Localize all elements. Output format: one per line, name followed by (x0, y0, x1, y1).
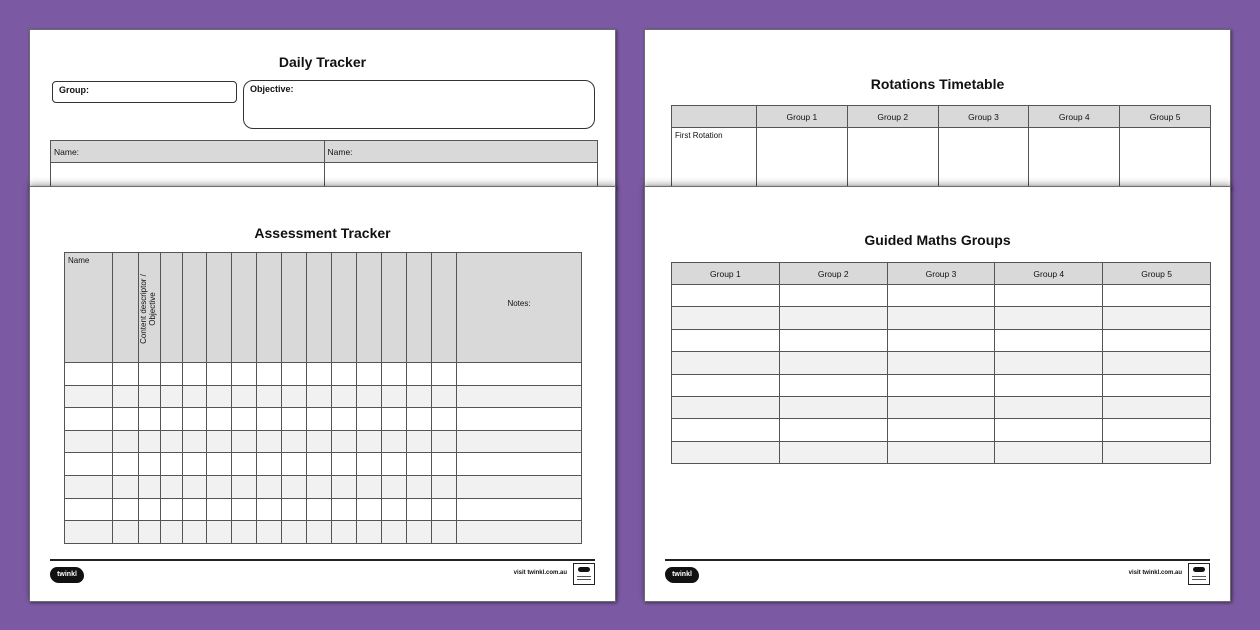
table-row (65, 498, 582, 521)
notes-header: Notes: (457, 253, 582, 363)
table-cell[interactable] (257, 453, 282, 476)
table-cell[interactable] (407, 475, 432, 498)
table-cell[interactable] (382, 430, 407, 453)
table-cell[interactable] (207, 498, 232, 521)
table-cell[interactable] (139, 475, 161, 498)
table-cell[interactable] (113, 498, 139, 521)
table-cell[interactable] (457, 498, 582, 521)
daily-tracker-page (29, 29, 616, 189)
table-cell[interactable] (257, 363, 282, 386)
table-cell[interactable] (357, 363, 382, 386)
table-cell[interactable] (232, 363, 257, 386)
guided-rows (672, 285, 1211, 464)
table-cell[interactable] (113, 475, 139, 498)
table-cell[interactable] (407, 453, 432, 476)
objective-field[interactable] (243, 80, 595, 129)
rotations-header-group-4: Group 4 (1029, 106, 1120, 128)
table-cell[interactable] (65, 363, 113, 386)
assessment-title: Assessment Tracker (254, 225, 391, 241)
assessment-col-header (407, 253, 432, 363)
table-cell[interactable] (139, 408, 161, 431)
table-cell[interactable] (257, 498, 282, 521)
table-cell[interactable] (307, 385, 332, 408)
table-cell[interactable] (357, 475, 382, 498)
table-cell[interactable] (207, 430, 232, 453)
guided-header-group-1: Group 1 (672, 263, 780, 285)
table-cell[interactable] (282, 475, 307, 498)
rotations-header-group-1: Group 1 (757, 106, 848, 128)
guided-maths-page (644, 186, 1231, 602)
table-cell[interactable] (282, 408, 307, 431)
table-row (672, 307, 1211, 329)
group-label: Group: (59, 85, 89, 95)
table-cell[interactable] (995, 329, 1103, 351)
table-cell[interactable] (1103, 307, 1211, 329)
table-cell[interactable] (382, 475, 407, 498)
table-cell[interactable] (432, 408, 457, 431)
visit-link[interactable]: visit twinkl.com.au (1128, 570, 1182, 576)
table-cell[interactable] (307, 475, 332, 498)
table-cell[interactable] (257, 475, 282, 498)
table-cell[interactable] (307, 498, 332, 521)
table-cell[interactable] (307, 363, 332, 386)
footer (665, 559, 1210, 591)
assessment-table (64, 252, 582, 544)
name-header-2: Name: (324, 141, 598, 163)
rotations-page (644, 29, 1231, 189)
table-cell[interactable] (432, 475, 457, 498)
guided-title: Guided Maths Groups (864, 232, 1011, 248)
table-cell[interactable] (357, 385, 382, 408)
table-cell[interactable] (183, 363, 207, 386)
table-row (65, 521, 582, 544)
table-cell[interactable] (995, 352, 1103, 374)
table-cell[interactable] (432, 521, 457, 544)
table-cell[interactable] (332, 385, 357, 408)
first-rotation-label: First Rotation (672, 128, 757, 190)
table-cell[interactable] (183, 498, 207, 521)
table-cell[interactable] (232, 475, 257, 498)
table-cell[interactable] (672, 441, 780, 463)
table-cell[interactable] (357, 521, 382, 544)
rotations-title: Rotations Timetable (870, 76, 1005, 92)
table-cell[interactable] (887, 285, 995, 307)
table-cell[interactable] (887, 441, 995, 463)
table-cell[interactable] (995, 396, 1103, 418)
table-cell[interactable] (139, 498, 161, 521)
table-cell[interactable] (382, 385, 407, 408)
table-cell[interactable] (357, 498, 382, 521)
table-row (672, 285, 1211, 307)
table-cell[interactable] (257, 408, 282, 431)
assessment-col-header (357, 253, 382, 363)
table-cell[interactable] (113, 385, 139, 408)
assessment-col-header (232, 253, 257, 363)
table-row (65, 430, 582, 453)
rotations-table (671, 105, 1211, 189)
table-row (65, 408, 582, 431)
table-cell[interactable] (672, 396, 780, 418)
table-cell[interactable] (995, 307, 1103, 329)
table-cell[interactable] (282, 363, 307, 386)
table-cell[interactable] (332, 453, 357, 476)
table-cell[interactable] (282, 430, 307, 453)
visit-link[interactable]: visit twinkl.com.au (513, 570, 567, 576)
table-cell[interactable] (207, 521, 232, 544)
guided-header-group-5: Group 5 (1103, 263, 1211, 285)
table-row (65, 363, 582, 386)
table-cell[interactable] (139, 363, 161, 386)
table-cell[interactable] (382, 408, 407, 431)
table-cell[interactable] (887, 374, 995, 396)
table-cell[interactable] (457, 430, 582, 453)
table-cell[interactable] (672, 307, 780, 329)
table-cell[interactable] (65, 475, 113, 498)
rotations-corner-cell (672, 106, 757, 128)
table-cell[interactable] (65, 385, 113, 408)
table-cell[interactable] (161, 453, 183, 476)
table-cell[interactable] (779, 374, 887, 396)
table-cell[interactable] (65, 521, 113, 544)
table-cell[interactable] (113, 453, 139, 476)
table-cell[interactable] (1103, 441, 1211, 463)
table-cell[interactable] (887, 329, 995, 351)
table-cell[interactable] (257, 385, 282, 408)
table-cell[interactable] (207, 385, 232, 408)
table-cell[interactable] (1103, 329, 1211, 351)
table-cell[interactable] (232, 430, 257, 453)
table-cell[interactable] (1103, 285, 1211, 307)
table-cell[interactable] (183, 385, 207, 408)
table-cell[interactable] (207, 475, 232, 498)
table-cell[interactable] (995, 441, 1103, 463)
table-cell[interactable] (113, 521, 139, 544)
assessment-col-header (382, 253, 407, 363)
twinkl-logo: twinkl (665, 567, 699, 583)
assessment-col-header (257, 253, 282, 363)
table-cell[interactable] (232, 385, 257, 408)
table-cell[interactable] (779, 352, 887, 374)
table-cell[interactable] (65, 498, 113, 521)
table-cell[interactable] (672, 352, 780, 374)
table-cell[interactable] (1103, 419, 1211, 441)
table-cell[interactable] (457, 385, 582, 408)
quality-badge-icon (1188, 563, 1210, 585)
table-cell[interactable] (232, 498, 257, 521)
twinkl-logo: twinkl (50, 567, 84, 583)
table-cell[interactable] (161, 363, 183, 386)
table-cell[interactable] (183, 453, 207, 476)
table-cell[interactable] (779, 396, 887, 418)
assessment-col-header (161, 253, 183, 363)
table-cell[interactable] (139, 430, 161, 453)
table-cell[interactable] (457, 453, 582, 476)
table-cell[interactable] (1103, 352, 1211, 374)
assessment-col-header (183, 253, 207, 363)
group-field[interactable] (52, 81, 237, 103)
table-cell[interactable] (232, 521, 257, 544)
table-cell[interactable] (357, 453, 382, 476)
table-cell[interactable] (161, 385, 183, 408)
table-cell[interactable] (432, 430, 457, 453)
table-cell[interactable] (207, 408, 232, 431)
rotation-cell[interactable] (847, 128, 938, 190)
table-cell[interactable] (113, 408, 139, 431)
table-cell[interactable] (672, 329, 780, 351)
table-cell[interactable] (65, 453, 113, 476)
assessment-col-header (207, 253, 232, 363)
table-row (65, 385, 582, 408)
guided-header-group-4: Group 4 (995, 263, 1103, 285)
table-cell[interactable] (382, 521, 407, 544)
table-cell[interactable] (887, 352, 995, 374)
table-cell[interactable] (332, 498, 357, 521)
table-cell[interactable] (161, 430, 183, 453)
table-cell[interactable] (432, 498, 457, 521)
table-cell[interactable] (332, 408, 357, 431)
assessment-col-header (307, 253, 332, 363)
guided-table (671, 262, 1211, 464)
table-cell[interactable] (779, 329, 887, 351)
table-cell[interactable] (282, 521, 307, 544)
daily-tracker-title: Daily Tracker (278, 54, 367, 70)
table-cell[interactable] (232, 408, 257, 431)
table-cell[interactable] (357, 430, 382, 453)
table-cell[interactable] (161, 408, 183, 431)
table-row (672, 419, 1211, 441)
table-cell[interactable] (257, 430, 282, 453)
rotation-cell[interactable] (938, 128, 1029, 190)
table-cell[interactable] (672, 419, 780, 441)
table-cell[interactable] (407, 498, 432, 521)
assessment-col-header (332, 253, 357, 363)
table-cell[interactable] (995, 374, 1103, 396)
table-cell[interactable] (307, 408, 332, 431)
table-cell[interactable] (457, 408, 582, 431)
footer (50, 559, 595, 591)
table-cell[interactable] (407, 363, 432, 386)
table-cell[interactable] (432, 363, 457, 386)
table-cell[interactable] (282, 385, 307, 408)
guided-header-group-3: Group 3 (887, 263, 995, 285)
table-cell[interactable] (207, 453, 232, 476)
table-cell[interactable] (183, 430, 207, 453)
table-cell[interactable] (282, 498, 307, 521)
table-cell[interactable] (779, 441, 887, 463)
table-cell[interactable] (382, 453, 407, 476)
table-row (672, 441, 1211, 463)
assessment-name-header: Name (65, 253, 113, 363)
table-cell[interactable] (407, 430, 432, 453)
table-row (672, 329, 1211, 351)
table-cell[interactable] (139, 521, 161, 544)
table-cell[interactable] (407, 521, 432, 544)
objective-label: Objective: (250, 84, 294, 94)
table-cell[interactable] (407, 408, 432, 431)
table-cell[interactable] (207, 363, 232, 386)
table-cell[interactable] (307, 430, 332, 453)
table-cell[interactable] (161, 521, 183, 544)
table-cell[interactable] (995, 285, 1103, 307)
rotation-cell[interactable] (757, 128, 848, 190)
content-descriptor-header (113, 253, 157, 363)
table-cell[interactable] (257, 521, 282, 544)
table-cell[interactable] (457, 521, 582, 544)
table-cell[interactable] (779, 285, 887, 307)
table-cell[interactable] (779, 307, 887, 329)
table-cell[interactable] (779, 419, 887, 441)
table-cell[interactable] (672, 285, 780, 307)
rotations-header-group-3: Group 3 (938, 106, 1029, 128)
quality-badge-icon (573, 563, 595, 585)
table-cell[interactable] (332, 363, 357, 386)
table-cell[interactable] (113, 363, 139, 386)
table-cell[interactable] (332, 430, 357, 453)
table-row (672, 374, 1211, 396)
table-cell[interactable] (887, 307, 995, 329)
daily-name-table (50, 140, 598, 189)
table-cell[interactable] (1103, 374, 1211, 396)
table-cell[interactable] (332, 521, 357, 544)
table-cell[interactable] (161, 475, 183, 498)
table-cell[interactable] (332, 475, 357, 498)
table-cell[interactable] (161, 498, 183, 521)
table-cell[interactable] (432, 385, 457, 408)
content-descriptor-label: Content descriptor / Objective (138, 274, 157, 344)
table-cell[interactable] (1103, 396, 1211, 418)
table-cell[interactable] (887, 419, 995, 441)
rotations-header-group-2: Group 2 (847, 106, 938, 128)
assessment-rows (65, 363, 582, 544)
rotation-cell[interactable] (1029, 128, 1120, 190)
assessment-col-header (282, 253, 307, 363)
table-cell[interactable] (457, 363, 582, 386)
table-cell[interactable] (887, 396, 995, 418)
table-cell[interactable] (65, 408, 113, 431)
table-row (672, 396, 1211, 418)
table-cell[interactable] (307, 521, 332, 544)
table-cell[interactable] (183, 408, 207, 431)
table-cell[interactable] (672, 374, 780, 396)
table-cell[interactable] (382, 363, 407, 386)
assessment-col-header (432, 253, 457, 363)
table-cell[interactable] (232, 453, 257, 476)
table-cell[interactable] (407, 385, 432, 408)
table-row (672, 352, 1211, 374)
guided-header-group-2: Group 2 (779, 263, 887, 285)
table-cell[interactable] (432, 453, 457, 476)
table-cell[interactable] (282, 453, 307, 476)
table-cell[interactable] (357, 408, 382, 431)
table-cell[interactable] (139, 385, 161, 408)
rotation-cell[interactable] (1120, 128, 1211, 190)
rotations-header-group-5: Group 5 (1120, 106, 1211, 128)
table-cell[interactable] (65, 430, 113, 453)
table-cell[interactable] (382, 498, 407, 521)
table-cell[interactable] (995, 419, 1103, 441)
assessment-tracker-page (29, 186, 616, 602)
table-cell[interactable] (183, 475, 207, 498)
table-cell[interactable] (307, 453, 332, 476)
table-cell[interactable] (139, 453, 161, 476)
table-cell[interactable] (457, 475, 582, 498)
table-row (65, 475, 582, 498)
table-cell[interactable] (183, 521, 207, 544)
name-header-1: Name: (51, 141, 325, 163)
table-row (65, 453, 582, 476)
table-cell[interactable] (113, 430, 139, 453)
